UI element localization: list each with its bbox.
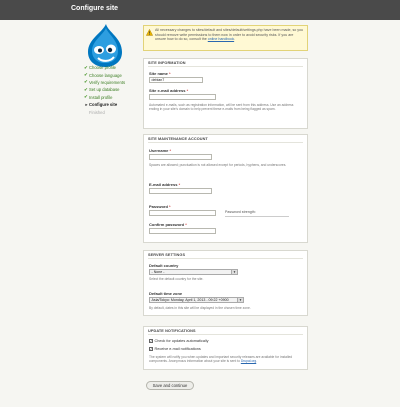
check-icon: ✔ bbox=[84, 94, 88, 100]
save-and-continue-button[interactable]: Save and continue bbox=[146, 381, 194, 390]
username-description: Spaces are allowed; punctuation is not allowed except for periods, hyphens, and underscores. bbox=[149, 163, 287, 167]
server-settings-fieldset bbox=[143, 250, 308, 316]
online-handbook-link[interactable]: online handbook bbox=[207, 37, 235, 42]
password-strength-label: Password strength: bbox=[225, 210, 256, 214]
username-label: Username * bbox=[149, 148, 172, 153]
step-finished: Finished bbox=[89, 109, 105, 115]
check-icon: ✔ bbox=[84, 72, 88, 78]
password-label: Password * bbox=[149, 204, 171, 209]
email-notifications-checkbox[interactable]: ✓ Receive e-mail notifications bbox=[150, 347, 201, 352]
checkbox-checked-icon[interactable]: ✓ bbox=[150, 347, 153, 352]
check-icon: ✔ bbox=[84, 79, 88, 85]
password-strength-bar bbox=[225, 216, 289, 217]
site-name-label: Site name * bbox=[149, 71, 171, 76]
maintenance-account-legend: SITE MAINTENANCE ACCOUNT bbox=[148, 137, 208, 141]
default-country-description: Select the default country for the site. bbox=[149, 277, 204, 281]
page-title: Configure site bbox=[71, 5, 119, 12]
current-step-icon: ▸ bbox=[85, 101, 88, 107]
update-notifications-description: The system will notify you when updates and important security releases are available for installed components. Anonymous information about your site is sent to Drupal.org. bbox=[149, 355, 293, 364]
account-email-label: E-mail address * bbox=[149, 182, 181, 187]
site-name-input[interactable]: debian7 bbox=[149, 77, 203, 83]
chevron-down-icon: ▼ bbox=[239, 298, 242, 302]
check-updates-checkbox[interactable]: ✓ Check for updates automatically bbox=[150, 339, 209, 344]
step-configure-site: ▸ Configure site bbox=[85, 101, 118, 108]
maintenance-account-fieldset bbox=[143, 134, 308, 243]
default-timezone-description: By default, dates in this site will be displayed in the chosen time zone. bbox=[149, 306, 251, 310]
drupal-logo bbox=[84, 22, 126, 68]
step-set-up-database: ✔ Set up database bbox=[84, 86, 120, 93]
update-notifications-fieldset bbox=[143, 326, 308, 370]
confirm-password-input[interactable] bbox=[149, 228, 216, 234]
step-choose-language: ✔ Choose language bbox=[84, 72, 122, 78]
site-email-label: Site e-mail address * bbox=[149, 88, 189, 93]
server-settings-legend: SERVER SETTINGS bbox=[148, 253, 186, 257]
permissions-warning: All necessary changes to sites/default and sites/default/settings.php have been made, so you should remove write permissions to them now in order to avoid security risks. If you are unsure how to do so, consult the online handbook. bbox=[143, 25, 308, 51]
step-choose-profile: ✔ Choose profile bbox=[84, 64, 117, 71]
checkbox-checked-icon[interactable]: ✓ bbox=[150, 339, 153, 344]
check-icon: ✔ bbox=[84, 64, 88, 70]
site-information-fieldset bbox=[143, 58, 308, 129]
header-bar bbox=[0, 0, 400, 20]
site-information-legend: SITE INFORMATION bbox=[148, 61, 186, 65]
chevron-down-icon: ▼ bbox=[233, 270, 236, 274]
password-input[interactable] bbox=[149, 210, 216, 216]
drupal-org-link[interactable]: Drupal.org bbox=[240, 359, 257, 364]
default-country-select[interactable]: - None - ▼ bbox=[149, 269, 238, 275]
warning-text: All necessary changes to sites/default and sites/default/settings.php have been made, so you should remove write permissions to them now in order to avoid security risks. If you are unsure how to do so, consult the bbox=[155, 28, 304, 42]
default-country-label: Default country bbox=[149, 263, 179, 268]
confirm-password-label: Confirm password * bbox=[149, 222, 187, 227]
install-steps bbox=[84, 64, 144, 116]
warning-icon bbox=[146, 29, 153, 36]
step-verify-requirements: ✔ Verify requirements bbox=[84, 79, 126, 85]
account-email-input[interactable] bbox=[149, 188, 212, 194]
username-input[interactable] bbox=[149, 154, 212, 160]
step-install-profile: ✔ Install profile bbox=[84, 94, 113, 100]
default-timezone-label: Default time zone bbox=[149, 291, 183, 296]
update-notifications-legend: UPDATE NOTIFICATIONS bbox=[148, 329, 196, 333]
default-timezone-select[interactable]: Asia/Tokyo: Monday, April 1, 2013 - 09:22 +0900 ▼ bbox=[149, 297, 244, 303]
site-email-description: Automated e-mails, such as registration information, will be sent from this address. Use an address ending in your site's domain to help prevent these e-mails from being flagged as spam. bbox=[149, 103, 294, 112]
site-email-input[interactable] bbox=[149, 94, 216, 100]
check-icon: ✔ bbox=[84, 86, 88, 92]
